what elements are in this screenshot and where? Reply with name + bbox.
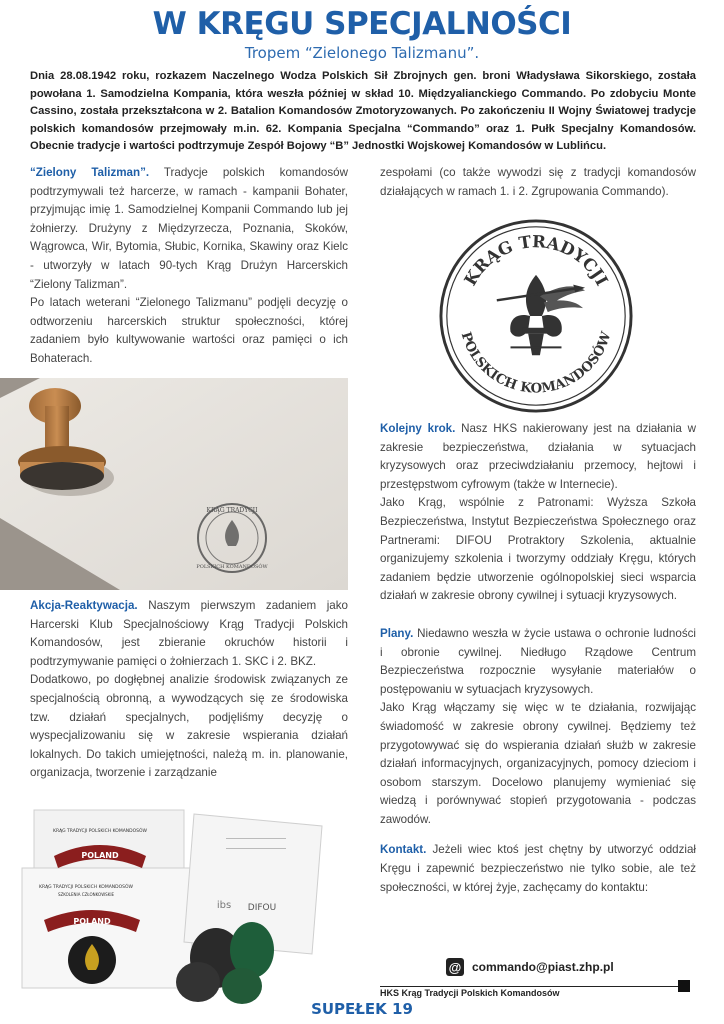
section-text-2: Jako Krąg, wspólnie z Patronami: Wyższa Szkoła Bezpieczeństwa, Instytut Bezpieczeństwa Społecznego oraz Partnerami: DIFOU Protraktory Szkolenia, aktualnie organizujemy szkolenia i tworzymy oddziały Kręgu, których zadaniem będzie utworzenie ogólnopolskiej sieci wsparcia działań w zakresie obrony cywilnej i sytuacji kryzysowych.: [380, 496, 696, 603]
section-kontakt: [380, 841, 696, 897]
right-column-bottom: [380, 420, 696, 897]
left-column-bottom: [30, 597, 348, 783]
stamp-photo-image: [0, 378, 348, 590]
section-text-2: Jako Krąg włączamy się więc w te działania, rozwijając świadomość w zakresie obrony cywilnej. Będziemy też przygotowywać się do wspierania działań służb w zakresie działań informacyjnych, organizacyjnych, pomocy dzieciom i osobom starszym. Docelowo planujemy wymieniać się wiedzą i porównywać stopień przygotowania - podczas zawodów.: [380, 701, 696, 826]
stamp-photo: [0, 378, 348, 590]
left-column-top: [30, 164, 348, 369]
spacer: [380, 829, 696, 841]
cards-photo-image: [16, 796, 348, 1008]
section-text: Naszym pierwszym zadaniem jako Harcerski Klub Specjalnościowy Krąg Tradycji Polskich Komandosów, jest zbieranie okruchów historii i podtrzymywanie pamięci o żołnierzach 1. SKC i 2. BKZ.: [30, 599, 348, 668]
page-number: SUPEŁEK 19: [311, 1000, 413, 1018]
right-column-top: [380, 164, 696, 201]
impression-top-text: KRĄG TRADYCJI: [206, 507, 258, 514]
section-label: Kontakt.: [380, 843, 427, 857]
poland-badge-text: POLAND: [81, 851, 119, 860]
ibs-logo-text: ibs: [216, 900, 232, 911]
section-text-2: Dodatkowo, po dogłębnej analizie środowisk związanych ze specjalnością obronną, a wywodzących się ze środowiska tzw. działań specjalnych, podjęliśmy decyzję o wyspecjalizowaniu się w zakresie wspierania działań lokalnych. Do takich umiejętności, należą m. in. planowanie, organizacja, tworzenie i zarządzanie: [30, 673, 348, 780]
poland-badge-text-2: POLAND: [73, 917, 111, 926]
page-subtitle: Tropem “Zielonego Talizmanu”.: [244, 44, 480, 62]
card-text-1: KRĄG TRADYCJI POLSKICH KOMANDOSÓW: [53, 829, 147, 834]
spacer: [380, 606, 696, 625]
continued-text: zespołami (co także wywodzi się z tradycji komandosów działających w ramach 1. i 2. Zgrupowania Commando).: [380, 166, 696, 198]
contact-email[interactable]: [446, 956, 614, 978]
section-text: Niedawno weszła w życie ustawa o ochronie ludności i obronie cywilnej. Niedługo Rządowe Centrum Bezpieczeństwa rozpocznie wysyłanie materiałów o postępowaniu w sytuacjach kryzysowych.: [380, 626, 696, 696]
difou-logo-text: DIFOU: [247, 903, 277, 913]
section-label: Plany.: [380, 626, 414, 640]
card-text-2: KRĄG TRADYCJI POLSKICH KOMANDOSÓW: [39, 885, 133, 890]
section-kolejny-krok: [380, 420, 696, 494]
section-text-2: Po latach weterani “Zielonego Talizmanu” podjęli decyzję o odtworzeniu harcerskich struktur społeczności, której zadaniem było kultywowanie wartości oraz pamięci o ich Bohaterach.: [30, 296, 348, 365]
emblem-top-text: KRĄG TRADYCJI: [459, 231, 613, 289]
email-link[interactable]: commando@piast.zhp.pl: [472, 960, 614, 974]
email-at-icon: @: [446, 958, 464, 976]
krag-tradycji-emblem: [438, 218, 634, 414]
cards-photo: [16, 796, 348, 1008]
impression-bottom-text: POLSKICH KOMANDOSÓW: [196, 564, 268, 570]
section-label: Kolejny krok.: [380, 422, 456, 435]
footer-note: HKS Krąg Tradycji Polskich Komandosów: [380, 988, 560, 998]
card-text-3: SZKOLENIA CZŁONKOWSKIE: [57, 892, 115, 897]
section-akcja-reaktywacja: [30, 597, 348, 671]
footer-rule: [380, 986, 684, 987]
section-text: Tradycje polskich komandosów podtrzymywali też harcerze, w ramach - kampanii Bohater, przyjmując imię 1. Samodzielnej Kompanii Commando lub jej żołnierzy. Drużyny z Międzyrzecza, Poznania, Skoków, Wągrowca, Wir, Bytomia, Słubic, Kornika, Skawiny oraz Kielc - utworzyły w latach 90-tych Krąg Drużyn Harcerskich “Zielony Talizman”.: [30, 166, 348, 291]
section-text: Nasz HKS nakierowany jest na działania w zakresie bezpieczeństwa, działania w sytuacjach kryzysowych oraz przeciwdziałaniu przemocy, hejtowi i przestępstwom cyfrowym (także w Internecie).: [380, 422, 696, 491]
section-zielony-talizman: [30, 164, 348, 294]
section-label: “Zielony Talizman”.: [30, 166, 150, 179]
page-title: W KRĘGU SPECJALNOŚCI: [152, 6, 572, 42]
emblem-bottom-text: POLSKICH KOMANDOSÓW: [457, 330, 615, 397]
section-label: Akcja-Reaktywacja.: [30, 599, 138, 612]
lead-paragraph: Dnia 28.08.1942 roku, rozkazem Naczelnego Wodza Polskich Sił Zbrojnych gen. broni Władysława Sikorskiego, została powołana 1. Samodzielna Kompania, która weszła później w skład 10. Międzyalianckiego Commando. Po zdobyciu Monte Cassino, została przekształcona w 2. Batalion Komandosów Zmotoryzowanych. Po zakończeniu II Wojny Światowej tradycje polskich komandosów przejmowały m.in. 62. Kompania Specjalna “Commando” oraz 1. Pułk Specjalny Komandosów. Obecnie tradycje i wartości podtrzymuje Zespół Bojowy “B” Jednostki Wojskowej Komandosów w Lublińcu.: [30, 70, 696, 152]
footer-square: [678, 980, 690, 992]
section-plany: [380, 625, 696, 699]
section-text: Jeżeli wiec ktoś jest chętny by utworzyć oddział Kręgu i zapewnić bezpieczeństwo nie tylko sobie, ale też społeczności, w której żyje, zachęcamy do kontaktu:: [380, 843, 696, 894]
